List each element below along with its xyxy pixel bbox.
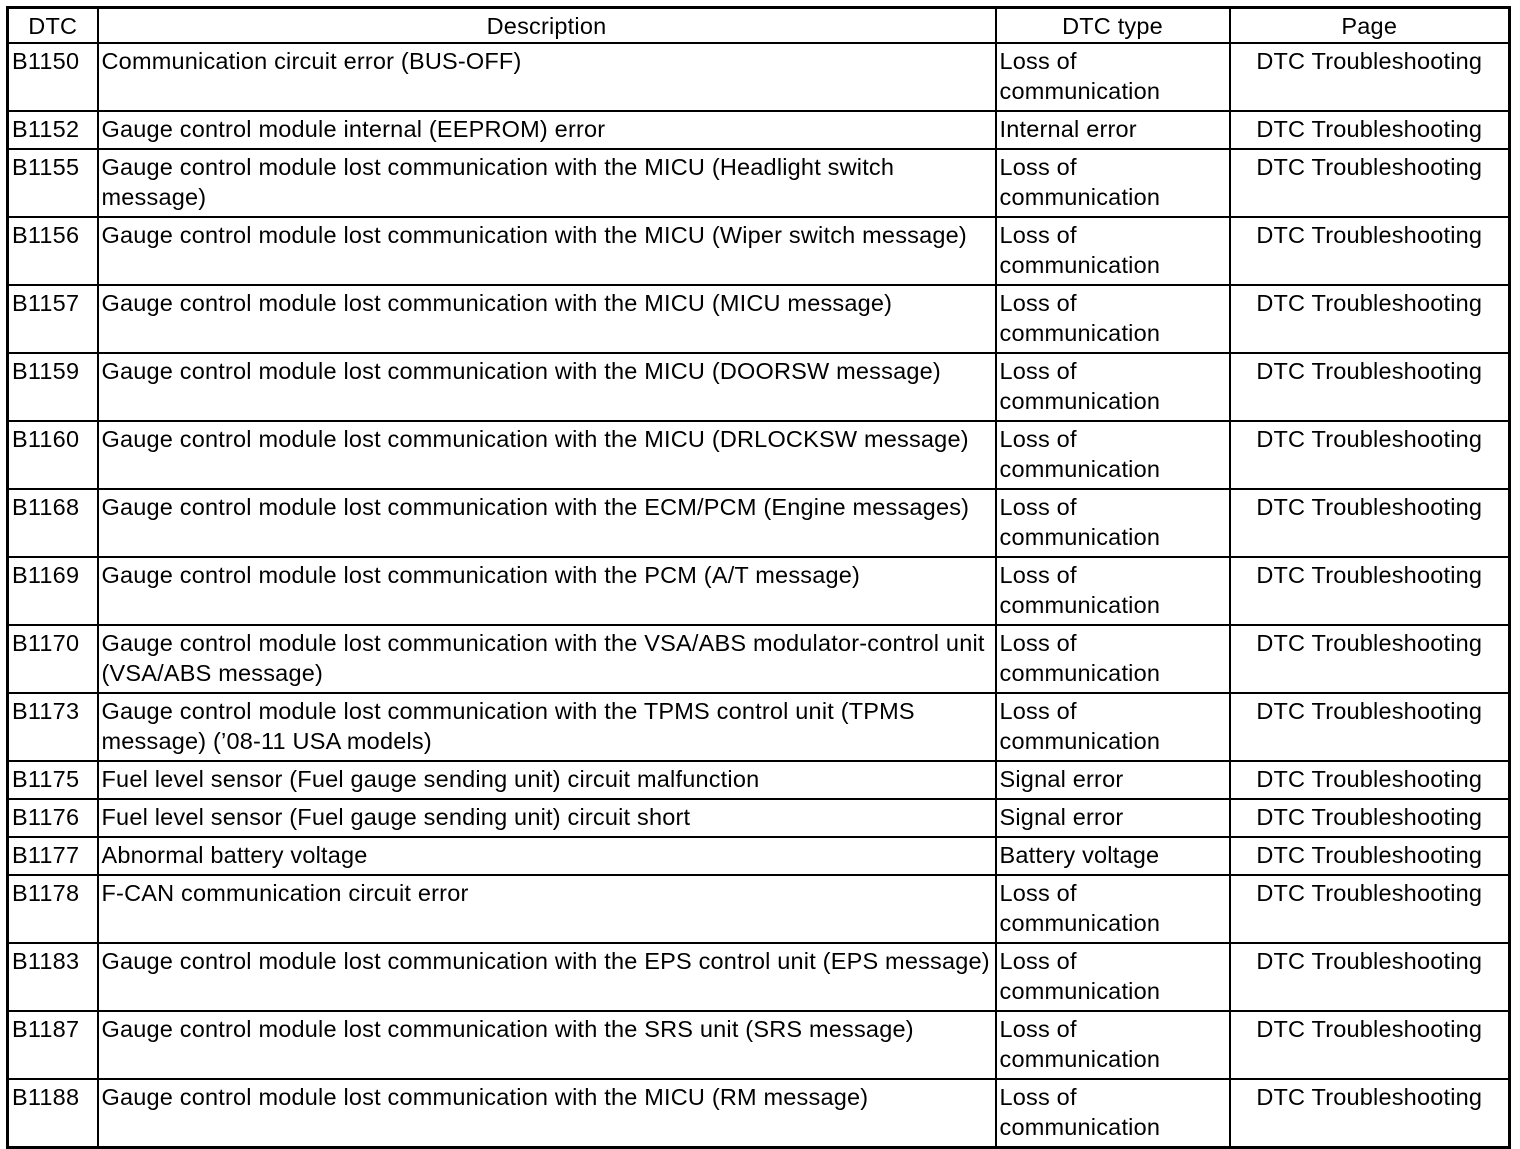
cell-dtc-type: Loss of communication <box>996 1079 1230 1148</box>
cell-dtc-code: B1176 <box>8 799 98 837</box>
cell-dtc-code: B1152 <box>8 111 98 149</box>
cell-description: Gauge control module lost communication with the EPS control unit (EPS message) <box>98 943 996 1011</box>
cell-dtc-type: Loss of communication <box>996 353 1230 421</box>
cell-description: Gauge control module lost communication with the MICU (Wiper switch message) <box>98 217 996 285</box>
cell-page-link[interactable]: DTC Troubleshooting <box>1230 693 1510 761</box>
table-row <box>8 625 1510 693</box>
cell-page-link[interactable]: DTC Troubleshooting <box>1230 217 1510 285</box>
cell-dtc-type: Loss of communication <box>996 43 1230 111</box>
table-row <box>8 111 1510 149</box>
table-row <box>8 353 1510 421</box>
cell-dtc-code: B1150 <box>8 43 98 111</box>
cell-description: Gauge control module internal (EEPROM) error <box>98 111 996 149</box>
cell-dtc-type: Loss of communication <box>996 625 1230 693</box>
cell-dtc-type: Loss of communication <box>996 875 1230 943</box>
cell-dtc-type: Loss of communication <box>996 943 1230 1011</box>
cell-dtc-code: B1170 <box>8 625 98 693</box>
cell-description: Gauge control module lost communication with the MICU (Headlight switch message) <box>98 149 996 217</box>
cell-page-link[interactable]: DTC Troubleshooting <box>1230 1011 1510 1079</box>
table-row <box>8 557 1510 625</box>
cell-dtc-type: Internal error <box>996 111 1230 149</box>
cell-dtc-code: B1177 <box>8 837 98 875</box>
cell-page-link[interactable]: DTC Troubleshooting <box>1230 111 1510 149</box>
cell-page-link[interactable]: DTC Troubleshooting <box>1230 943 1510 1011</box>
table-row <box>8 837 1510 875</box>
cell-dtc-code: B1173 <box>8 693 98 761</box>
cell-dtc-code: B1187 <box>8 1011 98 1079</box>
cell-page-link[interactable]: DTC Troubleshooting <box>1230 43 1510 111</box>
cell-dtc-code: B1160 <box>8 421 98 489</box>
header-row <box>8 8 1510 44</box>
cell-description: Gauge control module lost communication with the MICU (RM message) <box>98 1079 996 1148</box>
cell-dtc-type: Battery voltage <box>996 837 1230 875</box>
cell-dtc-type: Loss of communication <box>996 693 1230 761</box>
cell-page-link[interactable]: DTC Troubleshooting <box>1230 1079 1510 1148</box>
cell-dtc-code: B1169 <box>8 557 98 625</box>
table-row <box>8 943 1510 1011</box>
cell-dtc-code: B1178 <box>8 875 98 943</box>
cell-page-link[interactable]: DTC Troubleshooting <box>1230 761 1510 799</box>
cell-page-link[interactable]: DTC Troubleshooting <box>1230 489 1510 557</box>
cell-dtc-code: B1175 <box>8 761 98 799</box>
table-row <box>8 43 1510 111</box>
cell-dtc-code: B1183 <box>8 943 98 1011</box>
cell-dtc-type: Loss of communication <box>996 217 1230 285</box>
cell-description: Gauge control module lost communication with the ECM/PCM (Engine messages) <box>98 489 996 557</box>
table-row <box>8 285 1510 353</box>
cell-dtc-code: B1159 <box>8 353 98 421</box>
table-row <box>8 799 1510 837</box>
cell-description: Gauge control module lost communication with the PCM (A/T message) <box>98 557 996 625</box>
cell-page-link[interactable]: DTC Troubleshooting <box>1230 149 1510 217</box>
cell-page-link[interactable]: DTC Troubleshooting <box>1230 353 1510 421</box>
table-row <box>8 693 1510 761</box>
header-dtc: DTC <box>8 8 98 44</box>
cell-page-link[interactable]: DTC Troubleshooting <box>1230 625 1510 693</box>
cell-dtc-type: Loss of communication <box>996 557 1230 625</box>
cell-description: Gauge control module lost communication with the MICU (MICU message) <box>98 285 996 353</box>
cell-dtc-code: B1157 <box>8 285 98 353</box>
cell-description: Fuel level sensor (Fuel gauge sending unit) circuit malfunction <box>98 761 996 799</box>
cell-dtc-code: B1155 <box>8 149 98 217</box>
cell-dtc-type: Signal error <box>996 761 1230 799</box>
table-row <box>8 421 1510 489</box>
table-row <box>8 1079 1510 1148</box>
cell-description: Gauge control module lost communication with the TPMS control unit (TPMS message) (’08-11 USA models) <box>98 693 996 761</box>
cell-description: Gauge control module lost communication with the MICU (DOORSW message) <box>98 353 996 421</box>
table-body <box>8 43 1510 1148</box>
cell-description: F-CAN communication circuit error <box>98 875 996 943</box>
table-row <box>8 1011 1510 1079</box>
dtc-table <box>6 6 1511 1149</box>
cell-page-link[interactable]: DTC Troubleshooting <box>1230 421 1510 489</box>
cell-description: Gauge control module lost communication with the VSA/ABS modulator-control unit (VSA/ABS message) <box>98 625 996 693</box>
cell-dtc-type: Signal error <box>996 799 1230 837</box>
header-dtc-type: DTC type <box>996 8 1230 44</box>
table-row <box>8 761 1510 799</box>
table-row <box>8 489 1510 557</box>
table-header <box>8 8 1510 44</box>
cell-dtc-type: Loss of communication <box>996 421 1230 489</box>
cell-page-link[interactable]: DTC Troubleshooting <box>1230 799 1510 837</box>
header-description: Description <box>98 8 996 44</box>
cell-dtc-type: Loss of communication <box>996 1011 1230 1079</box>
cell-page-link[interactable]: DTC Troubleshooting <box>1230 285 1510 353</box>
cell-page-link[interactable]: DTC Troubleshooting <box>1230 557 1510 625</box>
cell-description: Abnormal battery voltage <box>98 837 996 875</box>
table-row <box>8 875 1510 943</box>
cell-description: Gauge control module lost communication with the MICU (DRLOCKSW message) <box>98 421 996 489</box>
cell-dtc-type: Loss of communication <box>996 285 1230 353</box>
cell-page-link[interactable]: DTC Troubleshooting <box>1230 837 1510 875</box>
table-row <box>8 217 1510 285</box>
header-page: Page <box>1230 8 1510 44</box>
cell-description: Fuel level sensor (Fuel gauge sending unit) circuit short <box>98 799 996 837</box>
cell-page-link[interactable]: DTC Troubleshooting <box>1230 875 1510 943</box>
cell-description: Communication circuit error (BUS-OFF) <box>98 43 996 111</box>
cell-dtc-code: B1168 <box>8 489 98 557</box>
cell-dtc-type: Loss of communication <box>996 149 1230 217</box>
cell-dtc-type: Loss of communication <box>996 489 1230 557</box>
cell-dtc-code: B1188 <box>8 1079 98 1148</box>
table-row <box>8 149 1510 217</box>
cell-description: Gauge control module lost communication with the SRS unit (SRS message) <box>98 1011 996 1079</box>
cell-dtc-code: B1156 <box>8 217 98 285</box>
